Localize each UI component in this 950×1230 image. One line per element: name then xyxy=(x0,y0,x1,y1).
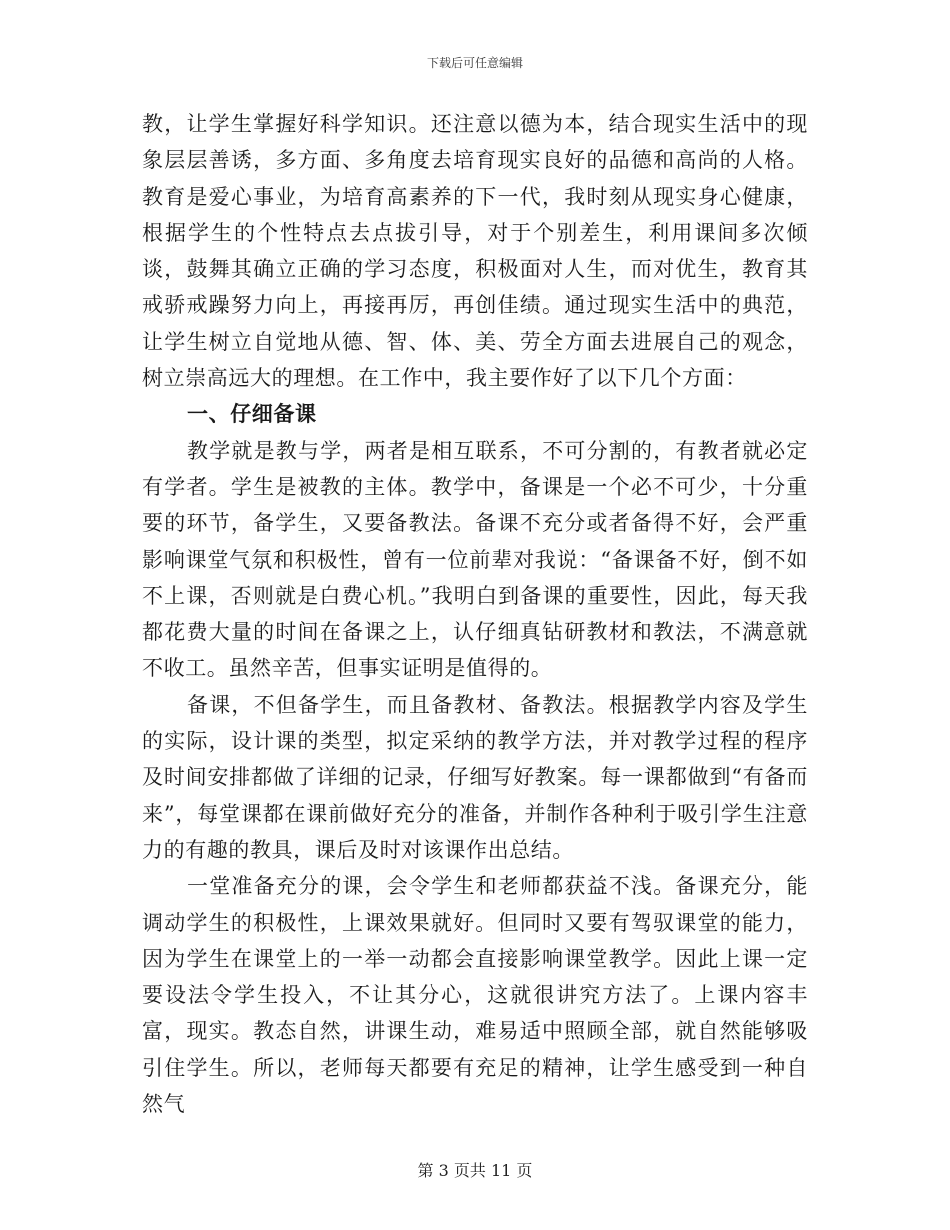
page-number: 第 3 页共 11 页 xyxy=(417,1161,533,1180)
paragraph-continuation: 教，让学生掌握好科学知识。还注意以德为本，结合现实生活中的现象层层善诱，多方面、多角度去培育现实良好的品德和高尚的人格。教育是爱心事业，为培育高素养的下一代，我时刻从现实身心健康，根据学生的个性特点去点拔引导，对于个别差生，利用课间多次倾谈，鼓舞其确立正确的学习态度，积极面对人生，而对优生，教育其戒骄戒躁努力向上，再接再厉，再创佳绩。通过现实生活中的典范，让学生树立自觉地从德、智、体、美、劳全方面去进展自己的观念，树立崇高远大的理想。在工作中，我主要作好了以下几个方面： xyxy=(142,112,808,391)
document-body xyxy=(142,106,808,1122)
paragraph: 备课，不但备学生，而且备教材、备教法。根据教学内容及学生的实际，设计课的类型，拟定采纳的教学方法，并对教学过程的程序及时间安排都做了详细的记录，仔细写好教案。每一课都做到“有备而来”，每堂课都在课前做好充分的准备，并制作各种利于吸引学生注意力的有趣的教具，课后及时对该课作出总结。 xyxy=(142,692,808,862)
paragraph: 教学就是教与学，两者是相互联系，不可分割的，有教者就必定有学者。学生是被教的主体。教学中，备课是一个必不可少，十分重要的环节，备学生，又要备教法。备课不充分或者备得不好，会严重影响课堂气氛和积极性，曾有一位前辈对我说：“备课备不好，倒不如不上课，否则就是白费心机。”我明白到备课的重要性，因此，每天我都花费大量的时间在备课之上，认仔细真钻研教材和教法，不满意就不收工。虽然辛苦，但事实证明是值得的。 xyxy=(142,438,808,681)
section-heading: 一、仔细备课 xyxy=(187,401,317,427)
paragraph: 一堂准备充分的课，会令学生和老师都获益不浅。备课充分，能调动学生的积极性，上课效果就好。但同时又要有驾驭课堂的能力，因为学生在课堂上的一举一动都会直接影响课堂教学。因此上课一定要设法令学生投入，不让其分心，这就很讲究方法了。上课内容丰富，现实。教态自然，讲课生动，难易适中照顾全部，就自然能够吸引住学生。所以，老师每天都要有充足的精神，让学生感受到一种自然气 xyxy=(142,874,808,1117)
page-header-note: 下载后可任意编辑 xyxy=(426,56,523,70)
